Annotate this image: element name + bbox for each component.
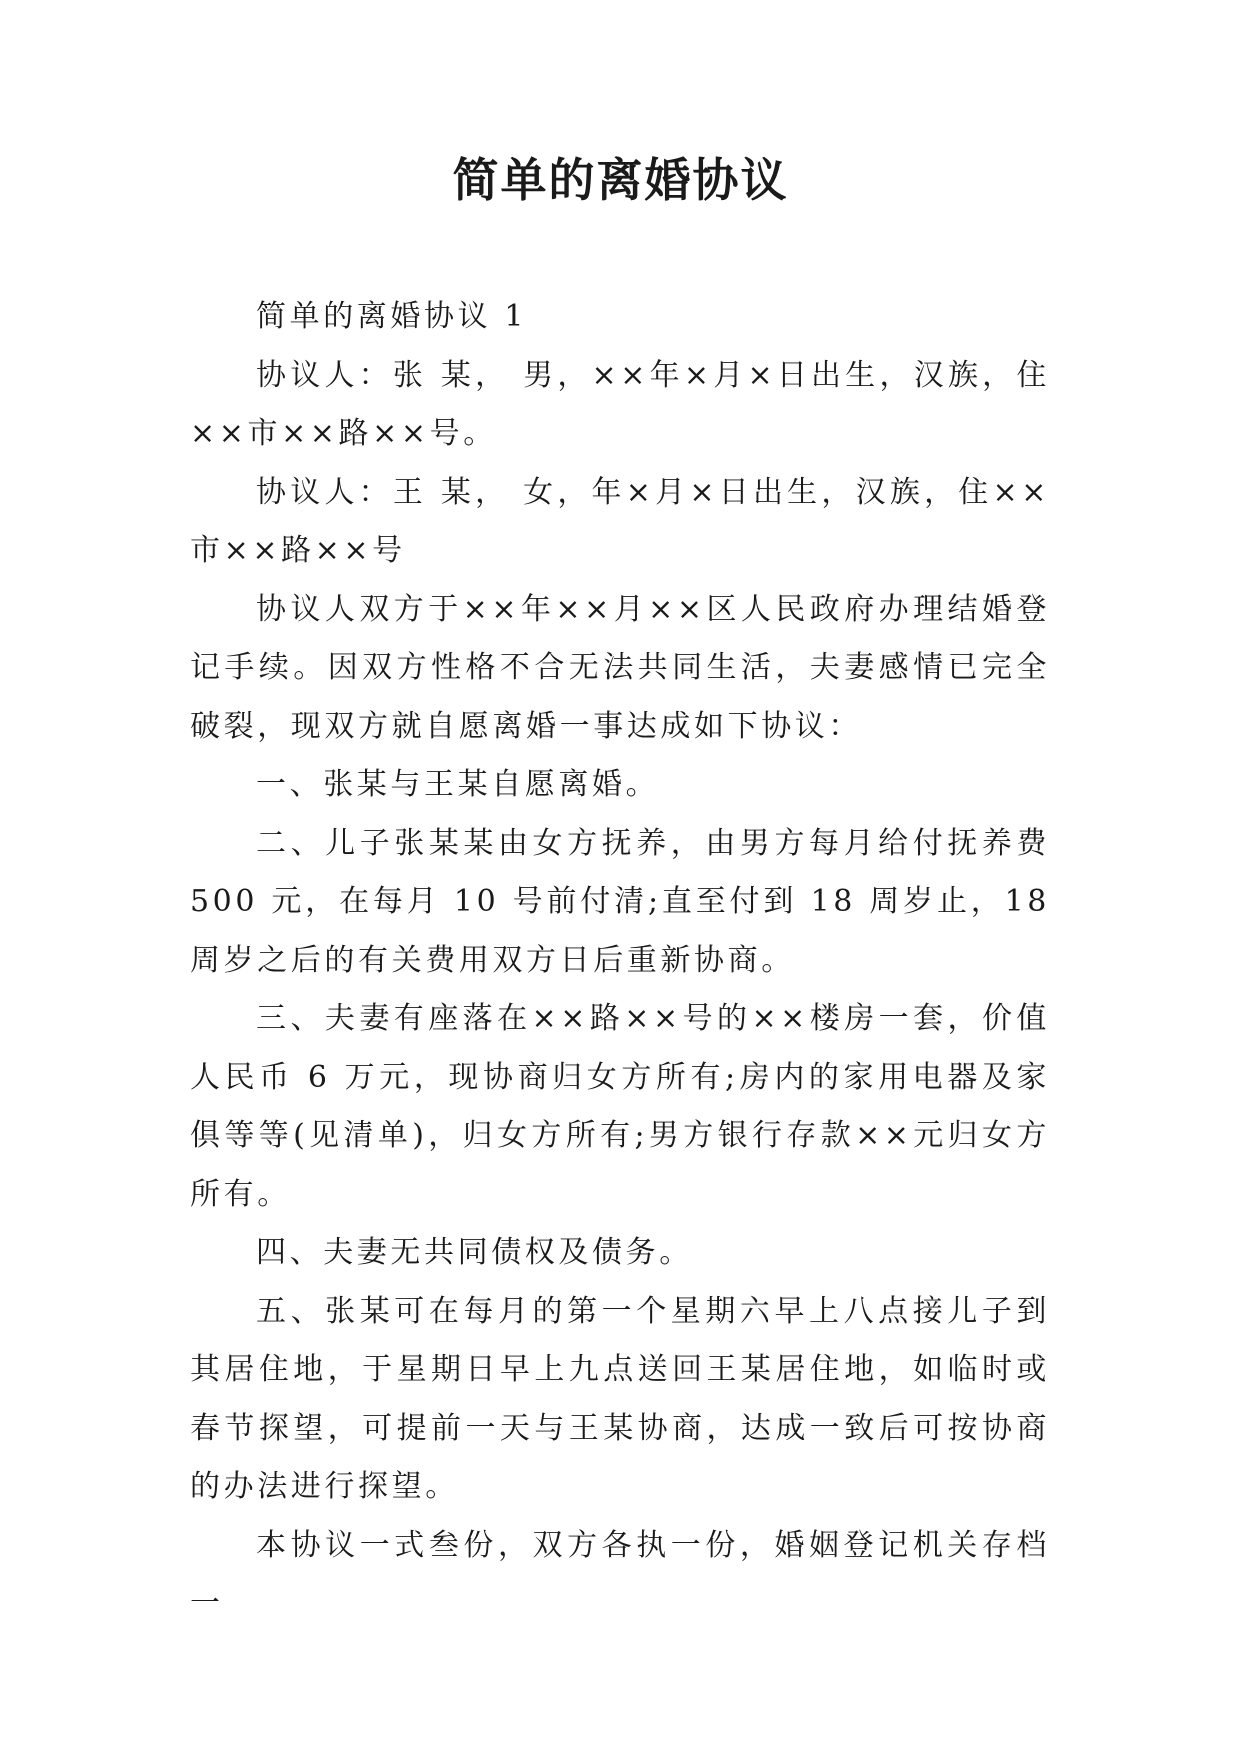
- clause-1-paragraph: 一、张某与王某自愿离婚。: [256, 767, 660, 802]
- party-male-paragraph: 协议人：张 某， 男，××年×月×日出生，汉族，住××市××路××号。: [190, 357, 1050, 451]
- clause-4-paragraph: 四、夫妻无共同债权及债务。: [256, 1235, 693, 1270]
- party-female-paragraph: 协议人：王 某， 女，年×月×日出生，汉族，住××市××路××号: [190, 474, 1050, 568]
- document-body: [190, 288, 1050, 1634]
- copies-paragraph: 本协议一式叁份，双方各执一份，婚姻登记机关存档一: [190, 1527, 1050, 1621]
- clause-3-paragraph: 三、夫妻有座落在××路××号的××楼房一套，价值人民币 6 万元，现协商归女方所有;房内的家用电器及家俱等等(见清单)，归女方所有;男方银行存款××元归女方所有。: [190, 1001, 1050, 1212]
- section-heading: 简单的离婚协议 1: [256, 299, 528, 334]
- preamble-paragraph: 协议人双方于××年××月××区人民政府办理结婚登记手续。因双方性格不合无法共同生活，夫妻感情已完全破裂，现双方就自愿离婚一事达成如下协议：: [190, 591, 1050, 744]
- document-title: 简单的离婚协议: [452, 153, 789, 207]
- clause-5-paragraph: 五、张某可在每月的第一个星期六早上八点接儿子到其居住地，于星期日早上九点送回王某居住地，如临时或春节探望，可提前一天与王某协商，达成一致后可按协商的办法进行探望。: [190, 1293, 1050, 1504]
- clause-2-paragraph: 二、儿子张某某由女方抚养，由男方每月给付抚养费 500 元，在每月 10 号前付清;直至付到 18 周岁止，18 周岁之后的有关费用双方日后重新协商。: [190, 825, 1050, 978]
